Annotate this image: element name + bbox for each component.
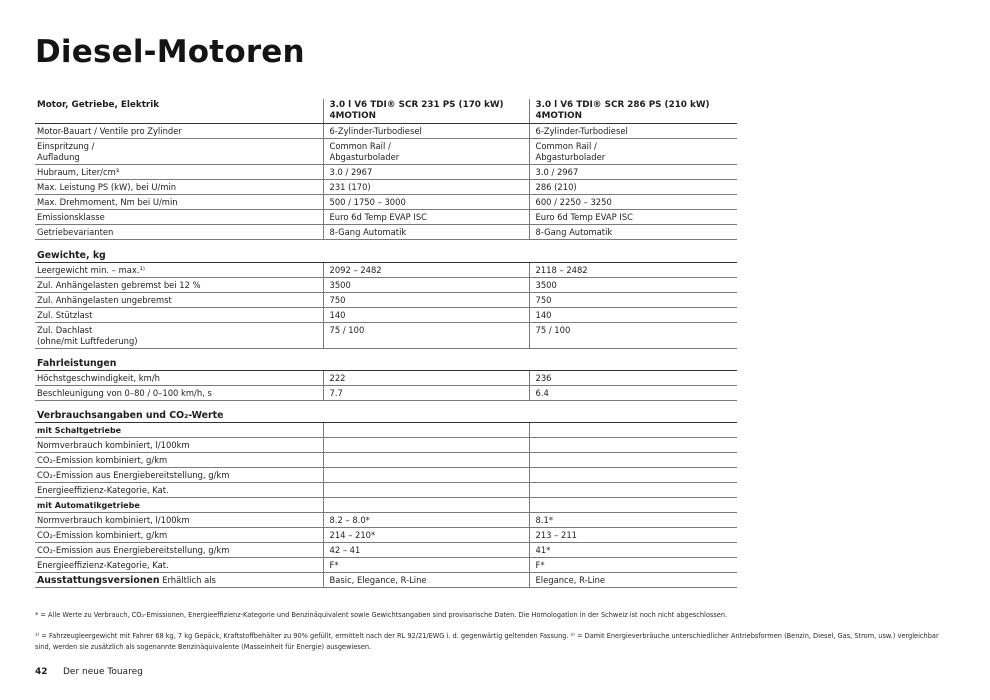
- footnote-star: * = Alle Werte zu Verbrauch, CO₂-Emissionen, Energieeffizienz-Kategorie und Benzinäquivalent sowie Gewichtsangaben sind provisorische Daten. Die Homologation in der Schweiz ist noch nicht abgeschlossen.: [35, 611, 728, 619]
- subsection-row: [35, 423, 737, 438]
- row-label-rest: Erhältlich als: [159, 575, 216, 585]
- row-value-model-1: [323, 468, 529, 483]
- row-value-model-1: 140: [323, 308, 529, 323]
- row-value-model-2: 286 (210): [529, 180, 737, 195]
- row-value-model-2: [529, 438, 737, 453]
- row-value-model-1: [323, 438, 529, 453]
- table-row: [35, 573, 737, 588]
- page-number: 42: [35, 667, 48, 677]
- table-row: [35, 543, 737, 558]
- header-label: Motor, Getriebe, Elektrik: [35, 99, 323, 124]
- section-heading: Verbrauchsangaben und CO₂-Werte: [35, 401, 737, 423]
- table-row: [35, 386, 737, 401]
- table-row: [35, 438, 737, 453]
- row-label: Motor-Bauart / Ventile pro Zylinder: [35, 124, 323, 139]
- row-value-model-2: 213 – 211: [529, 528, 737, 543]
- publication-title: Der neue Touareg: [63, 667, 143, 677]
- header-model-1: 3.0 l V6 TDI® SCR 231 PS (170 kW) 4MOTION: [323, 99, 529, 124]
- row-value-model-1: 3.0 / 2967: [323, 165, 529, 180]
- row-label: Zul. Anhängelasten ungebremst: [35, 293, 323, 308]
- table-row: [35, 453, 737, 468]
- row-label: Emissionsklasse: [35, 210, 323, 225]
- row-label: Getriebevarianten: [35, 225, 323, 240]
- row-value-model-2: 8.1*: [529, 513, 737, 528]
- spec-table-body: [35, 99, 737, 588]
- table-row: [35, 278, 737, 293]
- row-value-model-2: 236: [529, 371, 737, 386]
- row-value-model-1: 222: [323, 371, 529, 386]
- row-value-model-2: 600 / 2250 – 3250: [529, 195, 737, 210]
- row-value-model-2: 8-Gang Automatik: [529, 225, 737, 240]
- table-row: [35, 210, 737, 225]
- table-row: [35, 165, 737, 180]
- table-row: [35, 293, 737, 308]
- row-value-model-1: 750: [323, 293, 529, 308]
- section-heading-row: [35, 401, 737, 423]
- table-row: [35, 468, 737, 483]
- row-value-model-2: 75 / 100: [529, 323, 737, 349]
- subsection-label: mit Schaltgetriebe: [35, 423, 323, 438]
- row-value-model-2: Euro 6d Temp EVAP ISC: [529, 210, 737, 225]
- row-label: Normverbrauch kombiniert, l/100km: [35, 438, 323, 453]
- row-label: Max. Leistung PS (kW), bei U/min: [35, 180, 323, 195]
- row-value-model-1: 8-Gang Automatik: [323, 225, 529, 240]
- table-header-row: [35, 99, 737, 124]
- row-label: CO₂-Emission kombiniert, g/km: [35, 528, 323, 543]
- row-label: Beschleunigung von 0–80 / 0–100 km/h, s: [35, 386, 323, 401]
- subsection-label: mit Automatikgetriebe: [35, 498, 323, 513]
- row-value-model-1: Euro 6d Temp EVAP ISC: [323, 210, 529, 225]
- row-label: Einspritzung / Aufladung: [35, 139, 323, 165]
- row-value-model-2: [529, 498, 737, 513]
- spec-table: [35, 99, 737, 588]
- row-value-model-2: 3500: [529, 278, 737, 293]
- row-label: Max. Drehmoment, Nm bei U/min: [35, 195, 323, 210]
- row-value-model-2: Common Rail / Abgasturbolader: [529, 139, 737, 165]
- row-value-model-1: 500 / 1750 – 3000: [323, 195, 529, 210]
- row-label: Energieeffizienz-Kategorie, Kat.: [35, 483, 323, 498]
- row-label: Normverbrauch kombiniert, l/100km: [35, 513, 323, 528]
- row-value-model-2: 6.4: [529, 386, 737, 401]
- row-value-model-1: [323, 483, 529, 498]
- row-value-model-1: 75 / 100: [323, 323, 529, 349]
- table-row: [35, 180, 737, 195]
- row-value-model-1: 2092 – 2482: [323, 263, 529, 278]
- row-value-model-1: Common Rail / Abgasturbolader: [323, 139, 529, 165]
- table-row: [35, 558, 737, 573]
- section-heading-row: [35, 240, 737, 263]
- row-value-model-2: [529, 483, 737, 498]
- section-heading: Fahrleistungen: [35, 349, 737, 371]
- table-row: [35, 513, 737, 528]
- section-heading-row: [35, 349, 737, 371]
- row-label: [35, 573, 323, 588]
- table-row: [35, 371, 737, 386]
- row-label-bold: Ausstattungsversionen: [37, 575, 160, 586]
- row-value-model-2: [529, 453, 737, 468]
- row-value-model-1: [323, 423, 529, 438]
- subsection-row: [35, 498, 737, 513]
- row-label: CO₂-Emission aus Energiebereitstellung, g/km: [35, 543, 323, 558]
- row-label: Hubraum, Liter/cm³: [35, 165, 323, 180]
- header-model-2: 3.0 l V6 TDI® SCR 286 PS (210 kW) 4MOTION: [529, 99, 737, 124]
- row-value-model-2: 6-Zylinder-Turbodiesel: [529, 124, 737, 139]
- row-value-model-1: 3500: [323, 278, 529, 293]
- row-value-model-1: 7.7: [323, 386, 529, 401]
- row-label: Zul. Dachlast (ohne/mit Luftfederung): [35, 323, 323, 349]
- row-value-model-2: [529, 423, 737, 438]
- table-row: [35, 263, 737, 278]
- row-label: Höchstgeschwindigkeit, km/h: [35, 371, 323, 386]
- table-row: [35, 195, 737, 210]
- table-row: [35, 225, 737, 240]
- page-title: Diesel-Motoren: [35, 34, 305, 70]
- row-value-model-2: 2118 – 2482: [529, 263, 737, 278]
- row-value-model-2: [529, 468, 737, 483]
- row-value-model-2: 3.0 / 2967: [529, 165, 737, 180]
- table-row: [35, 528, 737, 543]
- row-value-model-1: 8.2 – 8.0*: [323, 513, 529, 528]
- row-value-model-1: 214 – 210*: [323, 528, 529, 543]
- row-label: CO₂-Emission kombiniert, g/km: [35, 453, 323, 468]
- row-value-model-1: [323, 453, 529, 468]
- row-label: Zul. Stützlast: [35, 308, 323, 323]
- row-value-model-1: 231 (170): [323, 180, 529, 195]
- row-label: Energieeffizienz-Kategorie, Kat.: [35, 558, 323, 573]
- row-value-model-2: 750: [529, 293, 737, 308]
- table-row: [35, 124, 737, 139]
- row-value-model-1: Basic, Elegance, R-Line: [323, 573, 529, 588]
- row-value-model-2: Elegance, R-Line: [529, 573, 737, 588]
- row-value-model-1: 6-Zylinder-Turbodiesel: [323, 124, 529, 139]
- row-value-model-2: F*: [529, 558, 737, 573]
- table-row: [35, 139, 737, 165]
- row-label: Zul. Anhängelasten gebremst bei 12 %: [35, 278, 323, 293]
- table-row: [35, 323, 737, 349]
- footnote-one-two: ¹⁾ = Fahrzeugleergewicht mit Fahrer 68 kg, 7 kg Gepäck, Kraftstoffbehälter zu 90% gefüllt, ermittelt nach der RL 92/21/EWG i. d. gegenwärtig geltenden Fassung. ²⁾ = Damit Energieverbräuche unterschiedlicher Antriebsformen (Benzin, Diesel, Gas, Strom, usw.) vergleichbar sind, werden sie zusätzlich als sogenannte Benzinäquivalente (Masseinheit für Energie) ausgewiesen.: [35, 632, 939, 651]
- row-value-model-2: 41*: [529, 543, 737, 558]
- table-row: [35, 308, 737, 323]
- row-value-model-1: [323, 498, 529, 513]
- table-row: [35, 483, 737, 498]
- row-value-model-1: 42 – 41: [323, 543, 529, 558]
- row-value-model-1: F*: [323, 558, 529, 573]
- row-label: Leergewicht min. – max.¹⁾: [35, 263, 323, 278]
- row-label: CO₂-Emission aus Energiebereitstellung, g/km: [35, 468, 323, 483]
- section-heading: Gewichte, kg: [35, 240, 737, 263]
- row-value-model-2: 140: [529, 308, 737, 323]
